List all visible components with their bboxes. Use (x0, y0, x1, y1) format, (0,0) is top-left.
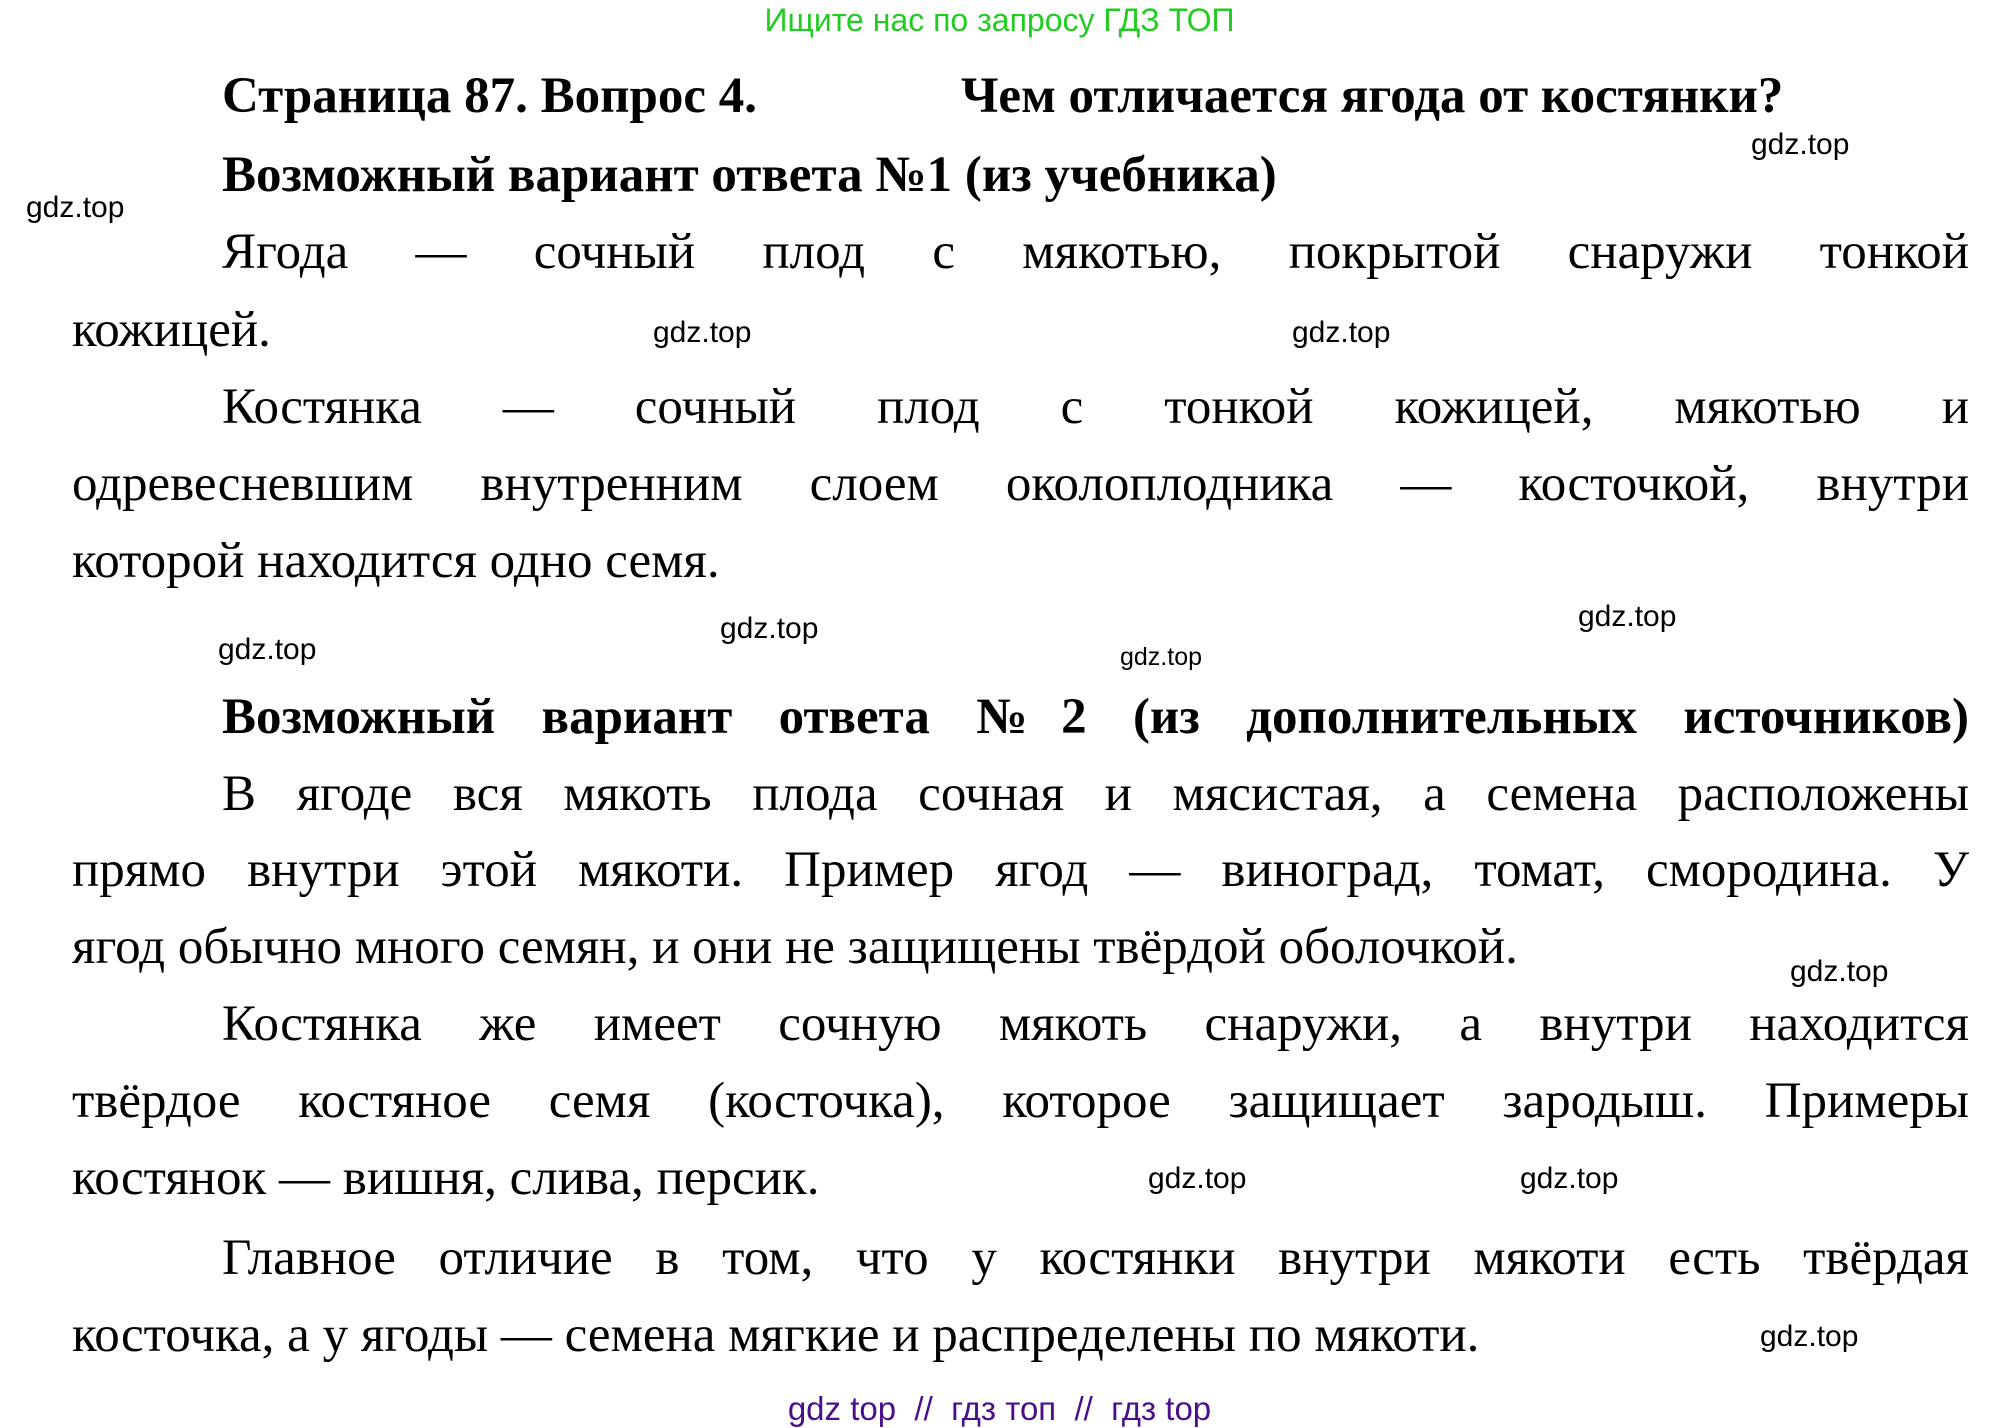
answer2-line: твёрдое костяное семя (косточка), которое защищает зародыш. Примеры (72, 1073, 1969, 1129)
watermark: gdz.top (1292, 316, 1391, 349)
answer2-line: ягод обычно много семян, и они не защищены твёрдой оболочкой. (72, 919, 1518, 975)
answer2-line: Костянка же имеет сочную мякоть снаружи, а внутри находится (222, 996, 1969, 1052)
page-question-label: Страница 87. Вопрос 4. (222, 68, 758, 124)
watermark: gdz.top (1578, 600, 1677, 633)
answer2-line: костянок — вишня, слива, персик. (72, 1150, 820, 1206)
watermark: gdz.top (1520, 1162, 1619, 1195)
answer1-line: Костянка — сочный плод с тонкой кожицей, мякотью и (222, 379, 1969, 435)
watermark: gdz.top (26, 191, 125, 224)
watermark: gdz.top (1148, 1162, 1247, 1195)
watermark: gdz.top (720, 612, 819, 645)
answer1-line: кожицей. (72, 302, 271, 358)
answer2-line: В ягоде вся мякоть плода сочная и мясистая, а семена расположены (222, 766, 1969, 822)
answer2-heading: Возможный вариант ответа №2 (из дополнительных источников) (222, 689, 1969, 745)
search-banner: Ищите нас по запросу ГДЗ ТОП (764, 2, 1235, 38)
answer1-line: одревесневшим внутренним слоем околоплодника — косточкой, внутри (72, 456, 1969, 512)
answer1-line: Ягода — сочный плод с мякотью, покрытой снаружи тонкой (222, 224, 1969, 280)
answer2-line: Главное отличие в том, что у костянки внутри мякоти есть твёрдая (222, 1230, 1969, 1286)
watermark: gdz.top (1760, 1320, 1859, 1353)
watermark: gdz.top (218, 633, 317, 666)
answer1-heading: Возможный вариант ответа №1 (из учебника) (222, 147, 1277, 203)
watermark: gdz.top (1751, 128, 1850, 161)
answer2-line: косточка, а у ягоды — семена мягкие и распределены по мякоти. (72, 1307, 1480, 1363)
answer1-line: которой находится одно семя. (72, 533, 720, 589)
question-title: Чем отличается ягода от костянки? (961, 68, 1784, 124)
watermark: gdz.top (1120, 643, 1203, 671)
answer2-line: прямо внутри этой мякоти. Пример ягод — виноград, томат, смородина. У (72, 842, 1969, 898)
footer-watermark: gdz top // гдз топ // гдз top (787, 1390, 1212, 1427)
watermark: gdz.top (1790, 955, 1889, 988)
watermark: gdz.top (653, 316, 752, 349)
